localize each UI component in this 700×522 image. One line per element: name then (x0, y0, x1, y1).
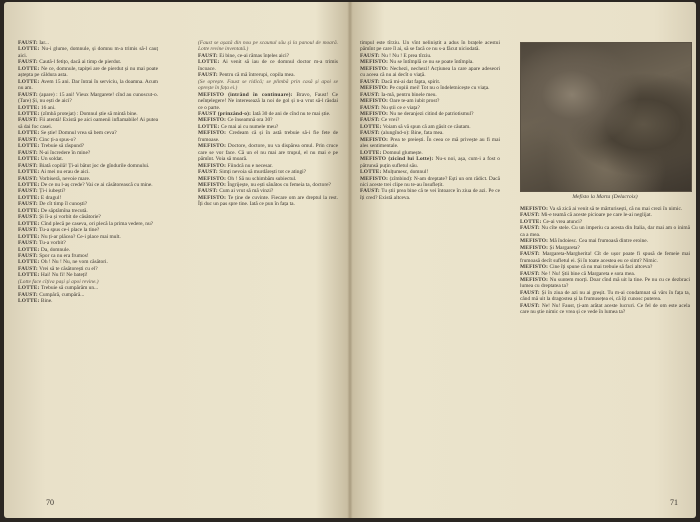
text-line: MEFISTO: Pe copiii mei! Tot nu o îndeletnicește cu viața. (360, 85, 490, 92)
text-line: FAUST: Cumpără, cumpără... (18, 291, 85, 298)
text-line: LOTTE: Oh ! Nu ! Nu, ne vom căsători. (18, 259, 108, 266)
text-line: LOTTE: Se știe! Domnul vrea să bem ceva? (18, 130, 117, 137)
text-line: MEFISTO: Nu suntem morți. Doar cînd mă uit la tine. Pe nu cu ce dezbraci lumea cu dreptatea ta? (520, 276, 690, 290)
text-line: FAUST: Ți-i iubești? (18, 188, 66, 195)
text-line: MEFISTO (intrând în continuare): Bravo, Faust! Ce neînțelegere! Ne interesează la noi de gol și n-a vrut să-l răsdai ce o parte. (198, 91, 338, 111)
book-spread (4, 2, 696, 518)
illustration-image (520, 42, 692, 192)
text-line: LOTTE: Cînd plecă pe caseva, ori plecă la prima vedere, nu? (18, 220, 154, 227)
text-line: FAUST: Caută-l fetițo, dacă ai timp de pierdut. (18, 59, 122, 66)
text-line: MEFISTO: Oare te-am iubit prost? (360, 98, 440, 105)
text-line: MEFISTO: Îngrijește, nu ești sănătos cu femeia ta, doctore? (198, 181, 331, 188)
illustration-caption: Mefisto la Marta (Delacroix) (572, 194, 638, 200)
text-line: (Se oprește. Faust se ridică; se plimbă prin casă și apoi se oprește în fața ei.) (198, 78, 338, 92)
text-line: LOTTE: De ce nu l-aș crede? Vai ce ai căsătorească cu mine. (18, 181, 153, 188)
text-line: FAUST: Margareta-Margherita! Cît de ușor poate fi spusă de femeie mai frumoasă decît sufletul ei. Și în toate acestea eu ce simt? Nimic. (520, 251, 690, 264)
text-line: FAUST: Cum ai vrut să mă vinzi? (198, 188, 274, 195)
text-line: MEFISTO: Credeam că și în astă trebuie să-i fie fete de frumoase. (198, 130, 338, 143)
text-line: LOTTE: Ne ce, domnule, tapiței are de pierdut și nu mai poate aștepta pe căldura asta. (18, 65, 158, 79)
text-line: FAUST: Dacă mi-ai dat fapta, spirit. (360, 78, 441, 85)
text-line: FAUST: Nu cîte stele. Cu un imperiu ca acesta din Italia, dar mai am o inimă ca a mea. (520, 225, 690, 238)
text-line: MEFISTO: Doctore, doctore, nu va dispărea omul. Prin cruce care se vor face. Că un el nu mai are trupul, el nu mai e pe pămînt. Voia să moară. (198, 143, 338, 163)
text-line: MEFISTO: Mă îndoiesc. Cea mai frumoasă dintre eroine. (520, 238, 649, 245)
text-line: FAUST: Spor ca nu era frumos! (18, 252, 89, 259)
right-column-2 (520, 206, 690, 492)
text-line: MEFISTO: Fiindcă nu e necesar. (198, 162, 273, 169)
text-line: LOTTE: Nu ți-ar plăcea? Ce-i place mai mult. (18, 233, 121, 240)
text-line: FAUST: Și în ziua de azi nu ai greșit. Tu m-ai condamnat să vărs în fața ta, când mă uit la dragostea și la frumusețea ei, că îți cunosc puterea. (520, 289, 690, 303)
text-line: FAUST: Ne ! Nu! Știi bine că Margareta e sora mea. (520, 270, 636, 277)
text-line: MEFISTO: Te ține de cuvinte. Fiecare om are dreptul la rest. Îți duc un pas spre tine. Iată ce pun în fața ta. (198, 194, 338, 208)
text-line: FAUST: Vrei să te căsătorești cu el? (18, 265, 98, 272)
text-line: FAUST: Pentru că mă întrerupi, copila mea. (198, 72, 295, 79)
text-line: FAUST: Mi-e teamă că aceste picioare pe care le-ai neglijat. (520, 212, 652, 219)
page-number-right: 71 (670, 498, 678, 507)
text-line: FAUST: Iar... (18, 40, 49, 46)
text-line: MEFISTO: Nu ne deranjezi citind de patriotismul? (360, 110, 474, 117)
text-line: LOTTE: Ce-ai vrea atunci? (520, 218, 583, 225)
left-column-1 (18, 40, 158, 305)
text-line: LOTTE: Avem 15 ani. Dar întrai în serviciu, la doamna. Acum nu am. (18, 78, 158, 92)
text-line: MEFISTO: Cine îți spune că nu mai trebuie să faci altceva? (520, 264, 653, 271)
text-line: MEFISTO: Oh ! Să nu schimbăm subiectul. (198, 175, 297, 182)
text-line: LOTTE: 16 ani. (18, 104, 56, 111)
text-line: MEFISTO: Va să zică ai venit să te mărturisești, că nu mai crezi în nimic. (520, 206, 683, 212)
text-line: MEFISTO: Nu se întîmplă ce nu se poate întîmpla. (360, 59, 474, 66)
text-line: MEFISTO: (zîmbind): N-am dreptate? Ești un om rădict. Dacă nici aceste trei clipe nu te-au însuflețit. (360, 175, 500, 188)
text-line: MEFISTO (zicînd lui Lotte): Nu-s noi, așa, cum-i a fost o pătrunsă puțin sufletul său. (360, 156, 500, 169)
left-page (4, 2, 350, 518)
text-line: (Faust se așază din nou pe scaunul său și la panoul de moară. Lotte revine inventată.) (198, 40, 338, 53)
text-line: FAUST: Vorbiseră, nevoie mare. (18, 175, 91, 182)
text-line: LOTTE: Trebuie să cumpărăm un... (18, 285, 99, 292)
text-line: FAUST: Tu-a spus ce-i place la tine? (18, 227, 100, 234)
text-line: LOTTE: Da, domnule. (18, 246, 71, 253)
text-line: FAUST: Ne! Nu! Faust, ți-am arătat aceste lucruri. Ce fel de om este acela care nu știe nimic ce vrea și ce vede în lumea ta? (520, 302, 690, 316)
text-line: FAUST: Și îi-a și vorbit de căsătorie? (18, 214, 101, 221)
text-line: FAUST: Ia-mă, pentru binele meu. (360, 91, 437, 98)
text-line: LOTTE: Ce mai ai cu numele meu? (198, 123, 279, 130)
text-line: LOTTE: Ai venit să iau de ce domnul doctor m-a trimis încoace. (198, 59, 338, 72)
text-line: MEFISTO: Prea te preiești. În ceea ce mă privește au fi mai ales sentimentale. (360, 136, 500, 150)
text-line: LOTTE: E dragul! (18, 194, 62, 201)
text-line: FAUST: Ei bine, ce-ai rămas înțeles aici? (198, 52, 289, 59)
right-page (350, 2, 696, 518)
text-line: LOTTE: Mulțumesc, domnul! (360, 169, 429, 176)
text-line: LOTTE: Bine. (18, 298, 53, 305)
text-line: MEFISTO: Și Margareta? (520, 244, 580, 251)
text-line: timpul este tîrziu. Un vînt neliniștit a adus în brațele acestui pămînt pe care îl ai, să se facă ce nu s-a făcut niciodată. (360, 40, 500, 53)
text-line: FAUST: Simți nevoia să murdărești tot ce atingi? (198, 169, 307, 176)
text-line: LOTTE: Hai! Nu fi! Ne bateți! (18, 272, 88, 279)
text-line: (Lotte face cîțiva pași și apoi revine.) (18, 278, 99, 285)
right-column-1 (360, 40, 500, 500)
text-line: LOTTE: Nu-i glume, domnule, și domnu m-a trimis să-l cauț aici. (18, 46, 158, 59)
left-column-2 (198, 40, 338, 208)
text-line: FAUST: Nu știi ce e viața? (360, 104, 420, 111)
text-line: FAUST: N-ai încredere în mine? (18, 149, 91, 156)
text-line: LOTTE: De săptămîna trecută. (18, 207, 88, 214)
text-line: LOTTE: Ai mei nu erau de aici. (18, 169, 90, 176)
page-number-left: 70 (46, 498, 54, 507)
text-line: FAUST: Ce vrei? (360, 117, 400, 124)
text-line: FAUST: Tu știi prea bine că te vei întoarce în ziua de azi. Pe ce îți cred? Există altceva. (360, 188, 500, 201)
text-line: FAUST: (alungînd-o): Bine, fata mea. (360, 130, 444, 137)
text-line: MEFISTO: Ce înseamnă ora 30? (198, 117, 273, 124)
text-line: LOTTE: (zîmbă protejat) : Domnul știe să mintă bine. (18, 110, 138, 117)
text-line: MEFISTO: Nechezi, nechezi! Acțiunea la care apare adeseori cu aceea că nu ai decît o viață. (360, 65, 500, 79)
text-line: FAUST: Nu ! Nu ! E prea tîrziu. (360, 52, 432, 59)
text-line: FAUST: Biată copilă! Ți-ai bătut joc de gîndurile domnului. (18, 162, 150, 169)
text-line: LOTTE: Voiam să vă spun că am găsit ce căutam. (360, 123, 471, 130)
text-line: LOTTE: Domnul glumește. (360, 149, 423, 156)
text-line: FAUST: De cît timp îl cunoști? (18, 201, 88, 208)
text-line: FAUST: Fii atentă! Există pe aici oamenii inflamabile! Ai putea să dai foc casei. (18, 117, 158, 130)
text-line: FAUST (prinzând-o): Iată 30 de ani de cînd nu te mai știe. (198, 110, 331, 117)
text-line: FAUST: (apare) : 15 ani! Vieux Margarete! cînd au cunoscut-o. (Tare) Și, nu ești de aici? (18, 91, 158, 105)
text-line: LOTTE: Trebuie să răspund? (18, 143, 85, 150)
text-line: LOTTE: Un soldat. (18, 156, 64, 163)
text-line: FAUST: Cinc ți-a spus-o? (18, 136, 76, 143)
text-line: FAUST: Tu-a vorbit? (18, 240, 66, 247)
